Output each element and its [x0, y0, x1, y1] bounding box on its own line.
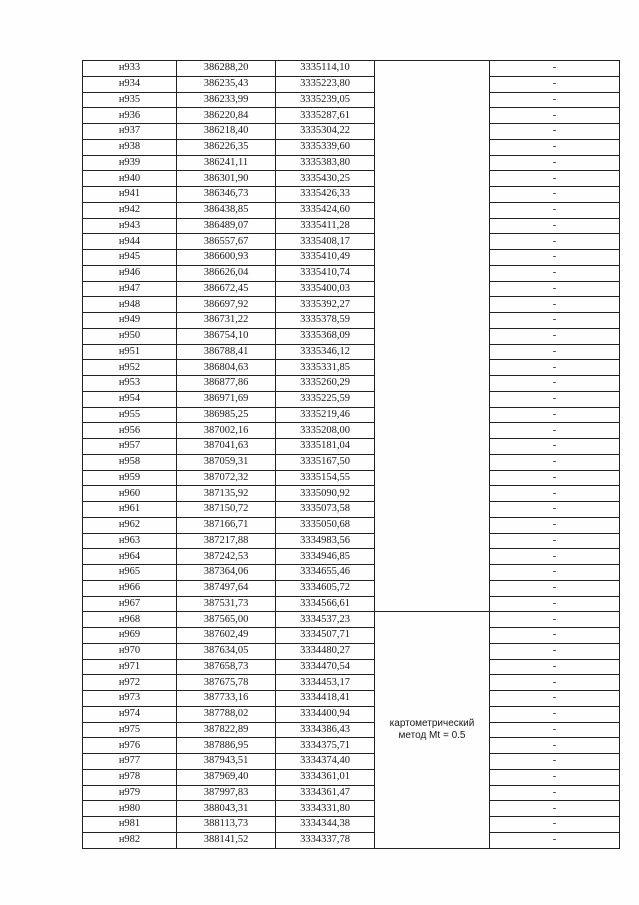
y-coordinate-cell: 3335223,80	[276, 76, 375, 92]
table-row	[83, 754, 620, 770]
accuracy-cell: -	[490, 502, 620, 518]
accuracy-cell: -	[490, 612, 620, 628]
x-coordinate-cell: 387943,51	[177, 754, 276, 770]
x-coordinate-cell: 387364,06	[177, 565, 276, 581]
accuracy-cell: -	[490, 769, 620, 785]
y-coordinate-cell: 3335378,59	[276, 313, 375, 329]
y-coordinate-cell: 3335154,55	[276, 470, 375, 486]
x-coordinate-cell: 388113,73	[177, 817, 276, 833]
y-coordinate-cell: 3334537,23	[276, 612, 375, 628]
accuracy-cell: -	[490, 517, 620, 533]
x-coordinate-cell: 386971,69	[177, 391, 276, 407]
point-id-cell: н948	[83, 297, 177, 313]
x-coordinate-cell: 388141,52	[177, 832, 276, 848]
point-id-cell: н969	[83, 628, 177, 644]
table-row	[83, 391, 620, 407]
accuracy-cell: -	[490, 722, 620, 738]
y-coordinate-cell: 3334605,72	[276, 580, 375, 596]
point-id-cell: н979	[83, 785, 177, 801]
y-coordinate-cell: 3335426,33	[276, 187, 375, 203]
x-coordinate-cell: 386557,67	[177, 234, 276, 250]
accuracy-cell: -	[490, 202, 620, 218]
x-coordinate-cell: 386346,73	[177, 187, 276, 203]
y-coordinate-cell: 3334655,46	[276, 565, 375, 581]
accuracy-cell: -	[490, 108, 620, 124]
x-coordinate-cell: 387733,16	[177, 691, 276, 707]
x-coordinate-cell: 387822,89	[177, 722, 276, 738]
x-coordinate-cell: 386731,22	[177, 313, 276, 329]
y-coordinate-cell: 3335167,50	[276, 454, 375, 470]
accuracy-cell: -	[490, 344, 620, 360]
x-coordinate-cell: 387242,53	[177, 549, 276, 565]
point-id-cell: н959	[83, 470, 177, 486]
x-coordinate-cell: 387531,73	[177, 596, 276, 612]
point-id-cell: н961	[83, 502, 177, 518]
y-coordinate-cell: 3335239,05	[276, 92, 375, 108]
point-id-cell: н946	[83, 265, 177, 281]
accuracy-cell: -	[490, 785, 620, 801]
point-id-cell: н968	[83, 612, 177, 628]
point-id-cell: н942	[83, 202, 177, 218]
y-coordinate-cell: 3335260,29	[276, 376, 375, 392]
accuracy-cell: -	[490, 596, 620, 612]
x-coordinate-cell: 386985,25	[177, 407, 276, 423]
y-coordinate-cell: 3334374,40	[276, 754, 375, 770]
point-id-cell: н941	[83, 187, 177, 203]
x-coordinate-cell: 387997,83	[177, 785, 276, 801]
point-id-cell: н977	[83, 754, 177, 770]
y-coordinate-cell: 3334386,43	[276, 722, 375, 738]
table-row	[83, 407, 620, 423]
point-id-cell: н937	[83, 124, 177, 140]
accuracy-cell: -	[490, 76, 620, 92]
table-row	[83, 817, 620, 833]
table-row	[83, 706, 620, 722]
x-coordinate-cell: 387072,32	[177, 470, 276, 486]
point-id-cell: н967	[83, 596, 177, 612]
table-row	[83, 785, 620, 801]
y-coordinate-cell: 3335424,60	[276, 202, 375, 218]
x-coordinate-cell: 387658,73	[177, 659, 276, 675]
y-coordinate-cell: 3335411,28	[276, 218, 375, 234]
x-coordinate-cell: 387166,71	[177, 517, 276, 533]
point-id-cell: н960	[83, 486, 177, 502]
point-id-cell: н951	[83, 344, 177, 360]
method-description: картометрический метод Mt = 0.5	[389, 717, 475, 741]
accuracy-cell: -	[490, 643, 620, 659]
accuracy-cell: -	[490, 832, 620, 848]
point-id-cell: н934	[83, 76, 177, 92]
point-id-cell: н963	[83, 533, 177, 549]
table-row	[83, 187, 620, 203]
table-row	[83, 470, 620, 486]
x-coordinate-cell: 388043,31	[177, 801, 276, 817]
accuracy-cell: -	[490, 313, 620, 329]
y-coordinate-cell: 3334375,71	[276, 738, 375, 754]
method-cell-group-2	[375, 612, 490, 848]
accuracy-cell: -	[490, 439, 620, 455]
y-coordinate-cell: 3335339,60	[276, 139, 375, 155]
y-coordinate-cell: 3334983,56	[276, 533, 375, 549]
accuracy-cell: -	[490, 675, 620, 691]
table-row	[83, 439, 620, 455]
y-coordinate-cell: 3335114,10	[276, 61, 375, 77]
accuracy-cell: -	[490, 139, 620, 155]
x-coordinate-cell: 386241,11	[177, 155, 276, 171]
x-coordinate-cell: 386697,92	[177, 297, 276, 313]
accuracy-cell: -	[490, 470, 620, 486]
point-id-cell: н935	[83, 92, 177, 108]
accuracy-cell: -	[490, 360, 620, 376]
table-row	[83, 281, 620, 297]
y-coordinate-cell: 3335368,09	[276, 328, 375, 344]
point-id-cell: н956	[83, 423, 177, 439]
table-row	[83, 313, 620, 329]
x-coordinate-cell: 387150,72	[177, 502, 276, 518]
y-coordinate-cell: 3334507,71	[276, 628, 375, 644]
point-id-cell: н982	[83, 832, 177, 848]
x-coordinate-cell: 387041,63	[177, 439, 276, 455]
table-row	[83, 218, 620, 234]
x-coordinate-cell: 387886,95	[177, 738, 276, 754]
point-id-cell: н965	[83, 565, 177, 581]
table-row	[83, 643, 620, 659]
y-coordinate-cell: 3335287,61	[276, 108, 375, 124]
table-row	[83, 297, 620, 313]
y-coordinate-cell: 3335208,00	[276, 423, 375, 439]
point-id-cell: н933	[83, 61, 177, 77]
x-coordinate-cell: 386301,90	[177, 171, 276, 187]
table-row	[83, 61, 620, 77]
accuracy-cell: -	[490, 691, 620, 707]
point-id-cell: н978	[83, 769, 177, 785]
point-id-cell: н971	[83, 659, 177, 675]
table-row	[83, 265, 620, 281]
table-row	[83, 517, 620, 533]
y-coordinate-cell: 3334418,41	[276, 691, 375, 707]
x-coordinate-cell: 386226,35	[177, 139, 276, 155]
table-row	[83, 124, 620, 140]
point-id-cell: н972	[83, 675, 177, 691]
table-row	[83, 502, 620, 518]
x-coordinate-cell: 386626,04	[177, 265, 276, 281]
y-coordinate-cell: 3335383,80	[276, 155, 375, 171]
point-id-cell: н974	[83, 706, 177, 722]
coordinates-table	[82, 60, 620, 849]
y-coordinate-cell: 3334331,80	[276, 801, 375, 817]
point-id-cell: н940	[83, 171, 177, 187]
y-coordinate-cell: 3334470,54	[276, 659, 375, 675]
accuracy-cell: -	[490, 250, 620, 266]
table-row	[83, 234, 620, 250]
table-row	[83, 596, 620, 612]
point-id-cell: н938	[83, 139, 177, 155]
point-id-cell: н970	[83, 643, 177, 659]
x-coordinate-cell: 386218,40	[177, 124, 276, 140]
y-coordinate-cell: 3334946,85	[276, 549, 375, 565]
accuracy-cell: -	[490, 817, 620, 833]
accuracy-cell: -	[490, 454, 620, 470]
y-coordinate-cell: 3335346,12	[276, 344, 375, 360]
x-coordinate-cell: 386600,93	[177, 250, 276, 266]
table-row	[83, 155, 620, 171]
point-id-cell: н953	[83, 376, 177, 392]
table-row	[83, 360, 620, 376]
y-coordinate-cell: 3335410,74	[276, 265, 375, 281]
y-coordinate-cell: 3335408,17	[276, 234, 375, 250]
accuracy-cell: -	[490, 754, 620, 770]
table-row	[83, 423, 620, 439]
y-coordinate-cell: 3334344,38	[276, 817, 375, 833]
x-coordinate-cell: 387602,49	[177, 628, 276, 644]
table-row	[83, 328, 620, 344]
accuracy-cell: -	[490, 265, 620, 281]
method-cell-group-1	[375, 61, 490, 612]
accuracy-cell: -	[490, 801, 620, 817]
y-coordinate-cell: 3335392,27	[276, 297, 375, 313]
x-coordinate-cell: 387059,31	[177, 454, 276, 470]
accuracy-cell: -	[490, 92, 620, 108]
table-row	[83, 344, 620, 360]
point-id-cell: н976	[83, 738, 177, 754]
point-id-cell: н966	[83, 580, 177, 596]
point-id-cell: н957	[83, 439, 177, 455]
x-coordinate-cell: 386489,07	[177, 218, 276, 234]
y-coordinate-cell: 3334361,01	[276, 769, 375, 785]
coordinates-table-body	[83, 61, 620, 849]
table-row	[83, 92, 620, 108]
table-row	[83, 801, 620, 817]
x-coordinate-cell: 387969,40	[177, 769, 276, 785]
table-row	[83, 628, 620, 644]
y-coordinate-cell: 3335304,22	[276, 124, 375, 140]
x-coordinate-cell: 386877,86	[177, 376, 276, 392]
accuracy-cell: -	[490, 659, 620, 675]
x-coordinate-cell: 386438,85	[177, 202, 276, 218]
table-row	[83, 738, 620, 754]
table-row	[83, 549, 620, 565]
point-id-cell: н958	[83, 454, 177, 470]
point-id-cell: н950	[83, 328, 177, 344]
accuracy-cell: -	[490, 281, 620, 297]
y-coordinate-cell: 3335410,49	[276, 250, 375, 266]
y-coordinate-cell: 3335331,85	[276, 360, 375, 376]
x-coordinate-cell: 386672,45	[177, 281, 276, 297]
table-row	[83, 486, 620, 502]
point-id-cell: н954	[83, 391, 177, 407]
table-row	[83, 250, 620, 266]
x-coordinate-cell: 386235,43	[177, 76, 276, 92]
table-row	[83, 691, 620, 707]
point-id-cell: н955	[83, 407, 177, 423]
x-coordinate-cell: 387788,02	[177, 706, 276, 722]
point-id-cell: н943	[83, 218, 177, 234]
table-row	[83, 376, 620, 392]
accuracy-cell: -	[490, 328, 620, 344]
table-row	[83, 108, 620, 124]
accuracy-cell: -	[490, 376, 620, 392]
point-id-cell: н973	[83, 691, 177, 707]
table-row	[83, 76, 620, 92]
accuracy-cell: -	[490, 187, 620, 203]
x-coordinate-cell: 387565,00	[177, 612, 276, 628]
x-coordinate-cell: 386220,84	[177, 108, 276, 124]
accuracy-cell: -	[490, 124, 620, 140]
y-coordinate-cell: 3335225,59	[276, 391, 375, 407]
table-row	[83, 675, 620, 691]
x-coordinate-cell: 386288,20	[177, 61, 276, 77]
y-coordinate-cell: 3335400,03	[276, 281, 375, 297]
y-coordinate-cell: 3335090,92	[276, 486, 375, 502]
accuracy-cell: -	[490, 423, 620, 439]
accuracy-cell: -	[490, 738, 620, 754]
point-id-cell: н981	[83, 817, 177, 833]
x-coordinate-cell: 387675,78	[177, 675, 276, 691]
y-coordinate-cell: 3335181,04	[276, 439, 375, 455]
x-coordinate-cell: 386754,10	[177, 328, 276, 344]
table-row	[83, 533, 620, 549]
point-id-cell: н980	[83, 801, 177, 817]
point-id-cell: н944	[83, 234, 177, 250]
x-coordinate-cell: 387217,88	[177, 533, 276, 549]
point-id-cell: н947	[83, 281, 177, 297]
x-coordinate-cell: 387497,64	[177, 580, 276, 596]
y-coordinate-cell: 3334453,17	[276, 675, 375, 691]
point-id-cell: н949	[83, 313, 177, 329]
table-row	[83, 139, 620, 155]
accuracy-cell: -	[490, 565, 620, 581]
x-coordinate-cell: 386233,99	[177, 92, 276, 108]
accuracy-cell: -	[490, 628, 620, 644]
y-coordinate-cell: 3335219,46	[276, 407, 375, 423]
table-row	[83, 832, 620, 848]
y-coordinate-cell: 3334400,94	[276, 706, 375, 722]
accuracy-cell: -	[490, 234, 620, 250]
accuracy-cell: -	[490, 391, 620, 407]
point-id-cell: н939	[83, 155, 177, 171]
y-coordinate-cell: 3334361,47	[276, 785, 375, 801]
accuracy-cell: -	[490, 61, 620, 77]
point-id-cell: н975	[83, 722, 177, 738]
y-coordinate-cell: 3334337,78	[276, 832, 375, 848]
accuracy-cell: -	[490, 218, 620, 234]
table-row	[83, 565, 620, 581]
table-row	[83, 171, 620, 187]
point-id-cell: н952	[83, 360, 177, 376]
x-coordinate-cell: 386804,63	[177, 360, 276, 376]
accuracy-cell: -	[490, 171, 620, 187]
accuracy-cell: -	[490, 407, 620, 423]
x-coordinate-cell: 387634,05	[177, 643, 276, 659]
y-coordinate-cell: 3334566,61	[276, 596, 375, 612]
y-coordinate-cell: 3335430,25	[276, 171, 375, 187]
point-id-cell: н945	[83, 250, 177, 266]
table-row	[83, 612, 620, 628]
accuracy-cell: -	[490, 706, 620, 722]
table-row	[83, 580, 620, 596]
x-coordinate-cell: 386788,41	[177, 344, 276, 360]
accuracy-cell: -	[490, 580, 620, 596]
y-coordinate-cell: 3335073,58	[276, 502, 375, 518]
table-row	[83, 769, 620, 785]
y-coordinate-cell: 3334480,27	[276, 643, 375, 659]
accuracy-cell: -	[490, 486, 620, 502]
accuracy-cell: -	[490, 297, 620, 313]
point-id-cell: н962	[83, 517, 177, 533]
table-row	[83, 202, 620, 218]
y-coordinate-cell: 3335050,68	[276, 517, 375, 533]
x-coordinate-cell: 387135,92	[177, 486, 276, 502]
accuracy-cell: -	[490, 533, 620, 549]
point-id-cell: н936	[83, 108, 177, 124]
table-row	[83, 659, 620, 675]
point-id-cell: н964	[83, 549, 177, 565]
table-row	[83, 454, 620, 470]
accuracy-cell: -	[490, 549, 620, 565]
accuracy-cell: -	[490, 155, 620, 171]
table-row	[83, 722, 620, 738]
x-coordinate-cell: 387002,16	[177, 423, 276, 439]
